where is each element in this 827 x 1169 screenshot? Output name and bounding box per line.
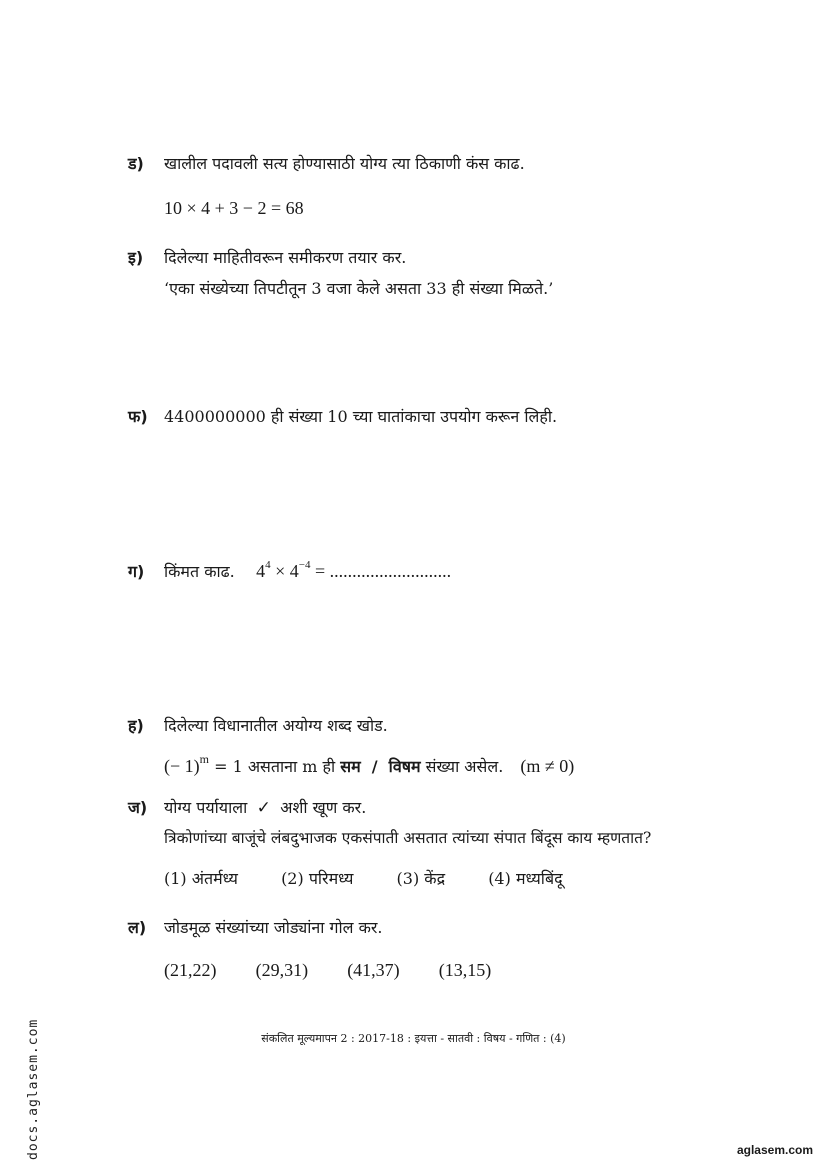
site-name: aglasem.com xyxy=(736,1143,813,1157)
question-h xyxy=(128,714,388,738)
question-j xyxy=(128,796,366,820)
statement-text: = 1 असताना m ही xyxy=(214,757,336,776)
question-sentence: त्रिकोणांच्या बाजूंचे लंबदुभाजक एकसंपाती असतात त्यांच्या संपात बिंदूस काय म्हणतात? xyxy=(164,829,652,847)
question-text: योग्य पर्यायाला xyxy=(164,798,248,817)
question-text: दिलेल्या माहितीवरून समीकरण तयार कर. xyxy=(164,248,407,267)
times-base: × 4 xyxy=(275,561,299,581)
question-label: फ) xyxy=(128,407,148,426)
option-2: (2) परिमध्य xyxy=(281,869,354,888)
statement-tail: संख्या असेल. xyxy=(425,757,504,776)
question-l xyxy=(128,916,383,940)
question-label: ह) xyxy=(128,716,144,735)
question-i xyxy=(128,246,406,270)
watermark-text: docs.aglasem.com xyxy=(26,1018,41,1160)
question-text-after: अशी खूण कर. xyxy=(280,798,367,817)
exponent: 4 xyxy=(265,559,271,571)
question-text: जोडमूळ संख्यांच्या जोड्यांना गोल कर. xyxy=(164,918,383,937)
expression: 10 × 4 + 3 − 2 = 68 xyxy=(164,198,304,218)
question-d xyxy=(128,152,525,176)
option-1: (1) अंतर्मध्य xyxy=(164,869,238,888)
question-label: इ) xyxy=(128,248,144,267)
question-text: खालील पदावली सत्य होण्यासाठी योग्य त्या ठिकाणी कंस काढ. xyxy=(164,154,525,173)
pairs-row xyxy=(164,958,525,983)
question-text: किंमत काढ. xyxy=(164,562,235,581)
option-3: (3) केंद्र xyxy=(396,869,446,888)
question-label: ग) xyxy=(128,562,145,581)
question-g xyxy=(128,553,451,584)
base: (− 1) xyxy=(164,756,200,776)
option-odd: विषम xyxy=(388,757,421,776)
question-label: ड) xyxy=(128,154,144,173)
tick-icon: ✓ xyxy=(256,798,271,818)
pair-2: (29,31) xyxy=(255,960,309,980)
question-text: दिलेल्या विधानातील अयोग्य शब्द खोड. xyxy=(164,716,388,735)
question-label: ल) xyxy=(128,918,147,937)
exponent: −4 xyxy=(298,559,311,571)
exponent: m xyxy=(199,752,209,766)
condition: (m ≠ 0) xyxy=(520,756,575,776)
separator: / xyxy=(371,757,378,776)
question-text: 4400000000 ही संख्या 10 च्या घातांकाचा उपयोग करून लिही. xyxy=(164,407,558,426)
question-label: ज) xyxy=(128,798,148,817)
pair-4: (13,15) xyxy=(438,960,492,980)
statement xyxy=(164,747,574,779)
question-f xyxy=(128,405,557,429)
option-4: (4) मध्यबिंदू xyxy=(488,869,563,888)
quote-statement: ‘एका संख्येच्या तिपटीतून 3 वजा केले असता 33 ही संख्या मिळते.’ xyxy=(164,279,554,298)
pair-3: (41,37) xyxy=(347,960,400,980)
option-even: सम xyxy=(340,757,361,776)
power-expression xyxy=(256,561,451,581)
options-row xyxy=(164,867,601,891)
answer-blank: = ........................... xyxy=(315,561,452,581)
base: 4 xyxy=(256,561,266,581)
pair-1: (21,22) xyxy=(164,960,217,980)
page-footer: संकलित मूल्यमापन 2 : 2017-18 : इयत्ता - सातवी : विषय - गणित : (4) xyxy=(261,1032,566,1045)
